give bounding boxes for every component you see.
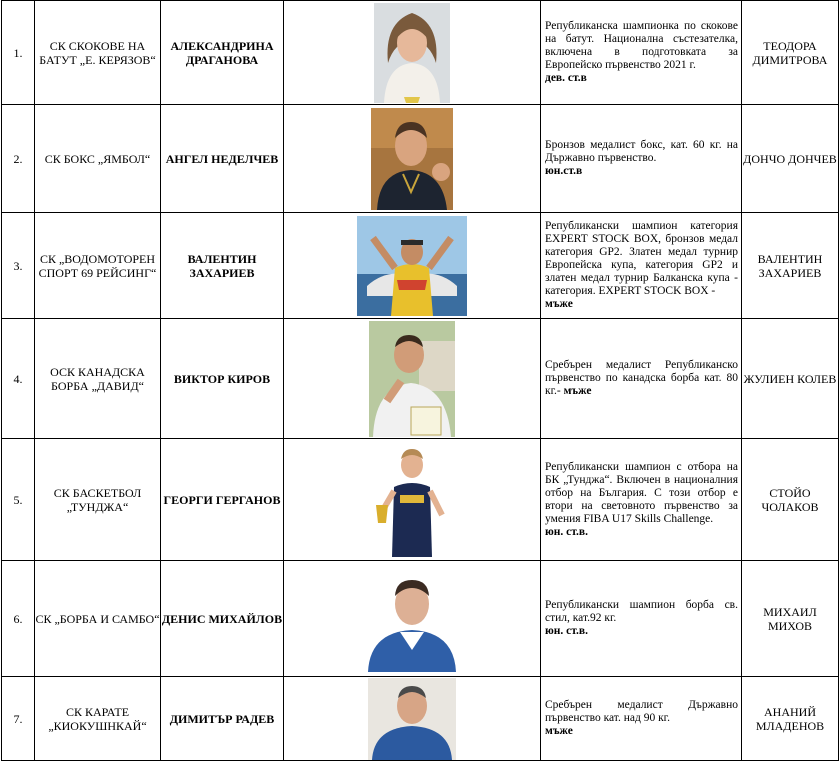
table-row	[2, 1, 839, 105]
photo-cell	[284, 213, 541, 319]
age-category: юн. ст.в.	[545, 525, 589, 538]
photo-cell	[284, 439, 541, 561]
coach-name: ЖУЛИЕН КОЛЕВ	[742, 319, 839, 439]
row-number: 6.	[2, 561, 35, 677]
coach-name: ДОНЧО ДОНЧЕВ	[742, 105, 839, 213]
coach-name: МИХАИЛ МИХОВ	[742, 561, 839, 677]
description-text: Републиканска шампионка по скокове на батут. Национална състезателка, включена в подготовката за Европейско първенство 2021 г.	[545, 20, 738, 71]
athlete-photo-basketball	[372, 443, 452, 557]
row-number: 1.	[2, 1, 35, 105]
description-text: Сребърен медалист Държавно първенство кат. над 90 кг.	[545, 699, 738, 724]
table-row	[2, 561, 839, 677]
row-number: 4.	[2, 319, 35, 439]
coach-name: АНАНИЙ МЛАДЕНОВ	[742, 677, 839, 761]
athlete-name: ВАЛЕНТИН ЗАХАРИЕВ	[161, 213, 284, 319]
athlete-photo-boxer	[371, 108, 453, 210]
photo-cell	[284, 1, 541, 105]
athletes-table	[1, 0, 839, 761]
row-number: 5.	[2, 439, 35, 561]
athlete-photo-arm-wrestler	[369, 321, 455, 437]
age-category: мъже	[563, 385, 592, 397]
table-row	[2, 213, 839, 319]
achievement-description	[541, 105, 742, 213]
age-category: юн.ст.в	[545, 165, 583, 177]
description-text: Републикански шампион категория EXPERT STOCK BOX, бронзов медал категория GP2. Златен медал турнир Европейска купа, категория GP2 и златен медал турнир Балканска купа - категория. EXPERT STOCK BOX -	[545, 220, 738, 297]
coach-name: СТОЙО ЧОЛАКОВ	[742, 439, 839, 561]
table-row	[2, 105, 839, 213]
achievement-description	[541, 1, 742, 105]
description-text: Бронзов медалист бокс, кат. 60 кг. на Държавно първенство.	[545, 139, 738, 164]
photo-cell	[284, 677, 541, 761]
table-row	[2, 439, 839, 561]
table-row	[2, 677, 839, 761]
description-text: Сребърен медалист Републиканско първенство по канадска борба кат. 80 кг.-	[545, 359, 738, 397]
description-text: Републикански шампион борба св. стил, кат.92 кг.	[545, 599, 738, 624]
athlete-photo-karate	[368, 678, 456, 760]
age-category: дев. ст.в	[545, 72, 587, 84]
achievement-description	[541, 213, 742, 319]
achievement-description	[541, 319, 742, 439]
athlete-name: ГЕОРГИ ГЕРГАНОВ	[161, 439, 284, 561]
age-category: мъже	[545, 298, 573, 310]
athlete-photo-wrestler	[366, 566, 458, 672]
athlete-name: ДЕНИС МИХАЙЛОВ	[161, 561, 284, 677]
age-category: юн. ст.в.	[545, 625, 589, 637]
row-number: 7.	[2, 677, 35, 761]
athlete-name: ДИМИТЪР РАДЕВ	[161, 677, 284, 761]
table-row	[2, 319, 839, 439]
achievement-description	[541, 439, 742, 561]
club-name: СК „БОРБА И САМБО“	[35, 561, 161, 677]
achievement-description	[541, 677, 742, 761]
athlete-photo-girl	[374, 3, 450, 103]
age-category: мъже	[545, 725, 573, 737]
club-name: СК КАРАТЕ „КИОКУШНКАЙ“	[35, 677, 161, 761]
club-name: СК СКОКОВЕ НА БАТУТ „Е. КЕРЯЗОВ“	[35, 1, 161, 105]
achievement-description	[541, 561, 742, 677]
row-number: 2.	[2, 105, 35, 213]
coach-name: ВАЛЕНТИН ЗАХАРИЕВ	[742, 213, 839, 319]
coach-name: ТЕОДОРА ДИМИТРОВА	[742, 1, 839, 105]
club-name: СК „ВОДОМОТОРЕН СПОРТ 69 РЕЙСИНГ“	[35, 213, 161, 319]
photo-cell	[284, 561, 541, 677]
photo-cell	[284, 319, 541, 439]
club-name: СК БАСКЕТБОЛ „ТУНДЖА“	[35, 439, 161, 561]
athlete-name: ВИКТОР КИРОВ	[161, 319, 284, 439]
athlete-name: АЛЕКСАНДРИНА ДРАГАНОВА	[161, 1, 284, 105]
photo-cell	[284, 105, 541, 213]
athlete-photo-racer	[357, 216, 467, 316]
athlete-name: АНГЕЛ НЕДЕЛЧЕВ	[161, 105, 284, 213]
description-text: Републикански шампион с отбора на БК „Тунджа“. Включен в националния отбор на България. С този отбор е втори на световното първенство за умения FIBA U17 Skills Challenge.	[545, 460, 738, 525]
row-number: 3.	[2, 213, 35, 319]
club-name: СК БОКС „ЯМБОЛ“	[35, 105, 161, 213]
club-name: ОСК КАНАДСКА БОРБА „ДАВИД“	[35, 319, 161, 439]
